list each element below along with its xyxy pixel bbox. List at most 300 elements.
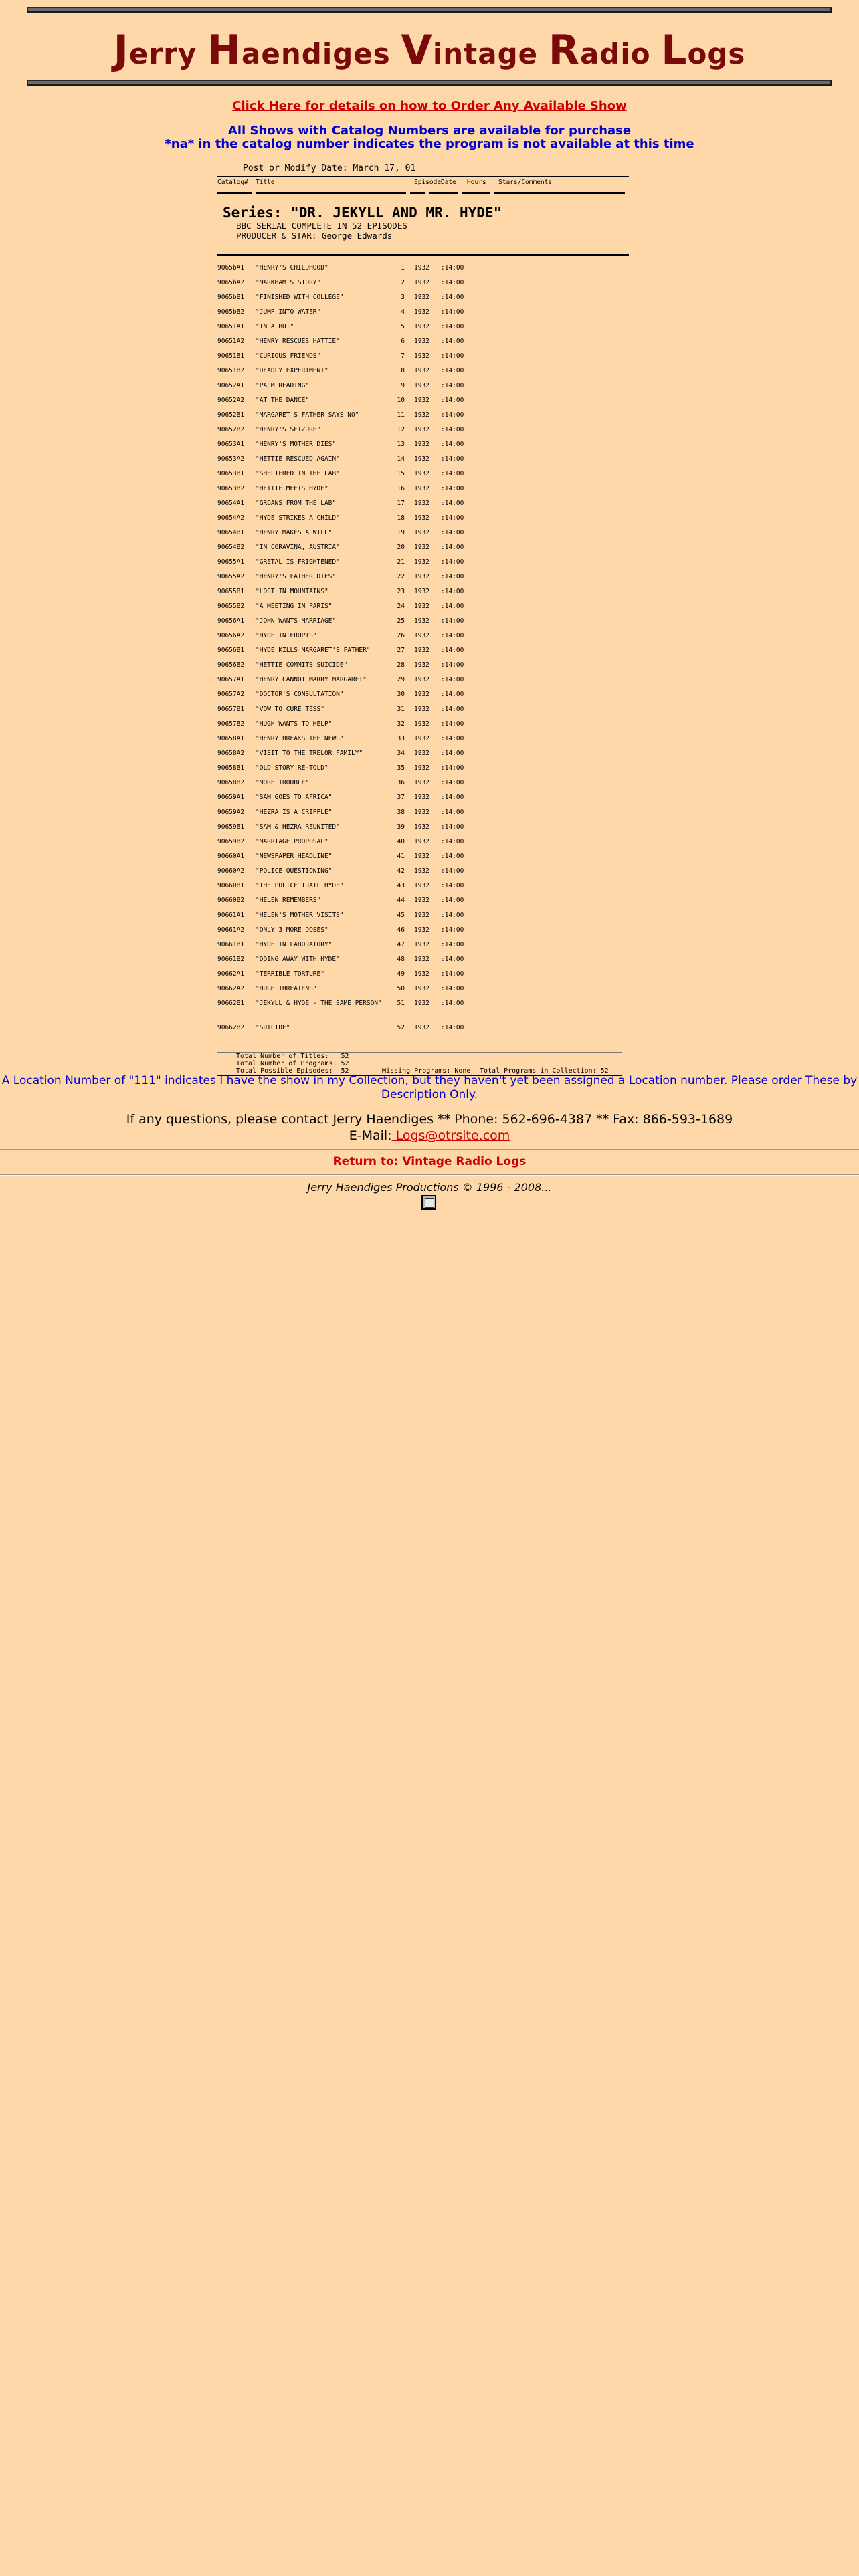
episode-number: 52 xyxy=(397,1024,405,1031)
episode-duration: :14:00 xyxy=(441,397,464,404)
episode-title: "JOHN WANTS MARRIAGE" xyxy=(256,617,337,625)
episode-row xyxy=(217,838,629,853)
episode-title: "DEADLY EXPERIMENT" xyxy=(256,367,328,374)
episode-date: 1932 xyxy=(414,338,430,345)
episode-title: "MARKHAM'S STORY" xyxy=(256,279,321,286)
episode-duration: :14:00 xyxy=(441,1024,464,1031)
episode-number: 3 xyxy=(401,294,405,301)
series-title: Series: "DR. JEKYLL AND MR. HYDE" xyxy=(223,205,502,221)
episode-row xyxy=(217,603,629,617)
episode-title: "HYDE INTERUPTS" xyxy=(256,632,317,639)
episode-duration: :14:00 xyxy=(441,367,464,374)
catalog-number: 90651B2 xyxy=(217,367,245,374)
episode-title: "NEWSPAPER HEADLINE" xyxy=(256,853,332,860)
catalog-number: 90662B1 xyxy=(217,1000,245,1007)
episode-title: "CURIOUS FRIENDS" xyxy=(256,352,321,360)
episode-date: 1932 xyxy=(414,617,430,625)
order-by-description-link[interactable]: Please order These by Description Only. xyxy=(381,1074,858,1101)
catalog-number: 90652B2 xyxy=(217,426,245,433)
column-underline xyxy=(217,192,629,194)
episode-number: 38 xyxy=(397,809,405,816)
contact-line: If any questions, please contact Jerry Haendiges ** Phone: 562-696-4387 ** Fax: 866-593-1689 xyxy=(126,1112,733,1127)
episode-number: 35 xyxy=(397,764,405,772)
episode-title: "LOST IN MOUNTAINS" xyxy=(256,588,328,595)
episode-date: 1932 xyxy=(414,882,430,889)
episode-duration: :14:00 xyxy=(441,529,464,536)
episode-row xyxy=(217,720,629,735)
order-link[interactable]: Click Here for details on how to Order Any Available Show xyxy=(232,99,627,113)
episode-duration: :14:00 xyxy=(441,661,464,669)
episode-title: "HUGH WANTS TO HELP" xyxy=(256,720,332,728)
episode-date: 1932 xyxy=(414,838,430,845)
catalog-number: 90660B1 xyxy=(217,882,245,889)
episode-row xyxy=(217,897,629,911)
episode-date: 1932 xyxy=(414,926,430,934)
catalog-number: 90661A2 xyxy=(217,926,245,934)
episode-title: "AT THE DANCE" xyxy=(256,397,310,404)
episode-row xyxy=(217,853,629,867)
episode-title: "HENRY BREAKS THE NEWS" xyxy=(256,735,344,742)
post-date: Post or Modify Date: March 17, 01 xyxy=(243,163,416,173)
episode-duration: :14:00 xyxy=(441,691,464,698)
episode-number: 11 xyxy=(397,411,405,419)
episode-number: 42 xyxy=(397,867,405,875)
episode-row xyxy=(217,706,629,720)
episode-duration: :14:00 xyxy=(441,588,464,595)
catalog-number: 90662A2 xyxy=(217,985,245,992)
episode-number: 8 xyxy=(401,367,405,374)
total-possible: Total Possible Episodes: 52 xyxy=(236,1067,349,1075)
catalog-number: 90654B1 xyxy=(217,529,245,536)
episode-number: 10 xyxy=(397,397,405,404)
episode-title: "TERRIBLE TORTURE" xyxy=(256,970,324,978)
episode-row xyxy=(217,426,629,441)
episode-duration: :14:00 xyxy=(441,632,464,639)
episode-title: "HEZRA IS A CRIPPLE" xyxy=(256,809,332,816)
episode-row xyxy=(217,882,629,897)
order-info xyxy=(0,99,859,113)
catalog-number: 90658A1 xyxy=(217,735,245,742)
episode-row xyxy=(217,661,629,676)
episode-number: 16 xyxy=(397,485,405,492)
episode-date: 1932 xyxy=(414,367,430,374)
episode-title: "HYDE KILLS MARGARET'S FATHER" xyxy=(256,647,371,654)
episode-duration: :14:00 xyxy=(441,750,464,757)
episode-date: 1932 xyxy=(414,323,430,330)
copyright: Jerry Haendiges Productions © 1996 - 2008... xyxy=(307,1181,552,1194)
col-hours: Hours xyxy=(467,179,486,186)
episode-title: "VISIT TO THE TRELOR FAMILY" xyxy=(256,750,363,757)
episode-row xyxy=(217,956,629,970)
episode-date: 1932 xyxy=(414,632,430,639)
episode-row xyxy=(217,294,629,308)
title-word: Radio xyxy=(548,27,651,74)
episode-row xyxy=(217,485,629,500)
episode-duration: :14:00 xyxy=(441,323,464,330)
episode-number: 29 xyxy=(397,676,405,683)
episode-number: 37 xyxy=(397,794,405,801)
episode-date: 1932 xyxy=(414,691,430,698)
episode-date: 1932 xyxy=(414,794,430,801)
episode-title: "JUMP INTO WATER" xyxy=(256,308,321,316)
episode-number: 5 xyxy=(401,323,405,330)
episode-duration: :14:00 xyxy=(441,911,464,919)
header-rule xyxy=(217,175,629,177)
episode-row xyxy=(217,809,629,823)
episode-row xyxy=(217,867,629,882)
catalog-number: 90657A1 xyxy=(217,676,245,683)
episode-row xyxy=(217,264,629,279)
catalog-number: 90656A1 xyxy=(217,617,245,625)
episode-row xyxy=(217,1000,629,1024)
episode-duration: :14:00 xyxy=(441,441,464,448)
episode-number: 6 xyxy=(401,338,405,345)
episode-date: 1932 xyxy=(414,956,430,963)
episode-date: 1932 xyxy=(414,470,430,477)
episode-number: 49 xyxy=(397,970,405,978)
episode-duration: :14:00 xyxy=(441,735,464,742)
episode-number: 4 xyxy=(401,308,405,316)
episode-number: 36 xyxy=(397,779,405,786)
episode-date: 1932 xyxy=(414,661,430,669)
episode-title: "VOW TO CURE TESS" xyxy=(256,706,324,713)
episode-title: "HYDE STRIKES A CHILD" xyxy=(256,514,340,522)
catalog-number: 90661A1 xyxy=(217,911,245,919)
episode-duration: :14:00 xyxy=(441,544,464,551)
episode-date: 1932 xyxy=(414,809,430,816)
catalog-number: 90655A1 xyxy=(217,558,245,566)
episode-number: 17 xyxy=(397,500,405,507)
episode-row xyxy=(217,544,629,558)
episode-date: 1932 xyxy=(414,897,430,904)
footer-divider-2 xyxy=(0,1174,859,1176)
catalog-number: 90657B1 xyxy=(217,706,245,713)
episode-date: 1932 xyxy=(414,779,430,786)
episode-row xyxy=(217,411,629,426)
catalog-number: 90658B2 xyxy=(217,779,245,786)
episode-number: 19 xyxy=(397,529,405,536)
episode-date: 1932 xyxy=(414,558,430,566)
episode-number: 34 xyxy=(397,750,405,757)
episode-date: 1932 xyxy=(414,764,430,772)
episode-number: 25 xyxy=(397,617,405,625)
episode-title: "GRETAL IS FRIGHTENED" xyxy=(256,558,340,566)
episode-number: 32 xyxy=(397,720,405,728)
episode-title: "DOCTOR'S CONSULTATION" xyxy=(256,691,344,698)
episode-duration: :14:00 xyxy=(441,794,464,801)
catalog-number: 90659B1 xyxy=(217,823,245,831)
episode-row xyxy=(217,382,629,397)
episode-title: "HETTIE COMMITS SUICIDE" xyxy=(256,661,348,669)
episode-row xyxy=(217,970,629,985)
episode-number: 27 xyxy=(397,647,405,654)
episode-title: "POLICE QUESTIONING" xyxy=(256,867,332,875)
episode-title: "PALM READING" xyxy=(256,382,310,389)
episode-date: 1932 xyxy=(414,985,430,992)
episode-date: 1932 xyxy=(414,1000,430,1007)
episode-duration: :14:00 xyxy=(441,970,464,978)
catalog-number: 90654A1 xyxy=(217,500,245,507)
episode-title: "HELEN REMEMBERS" xyxy=(256,897,321,904)
episode-date: 1932 xyxy=(414,720,430,728)
episode-title: "OLD STORY RE-TOLD" xyxy=(256,764,328,772)
catalog-number: 9065bA1 xyxy=(217,264,245,272)
total-programs: Total Number of Programs: 52 xyxy=(236,1060,349,1067)
catalog-number: 90661B2 xyxy=(217,956,245,963)
total-in-collection: Total Programs in Collection: 52 xyxy=(480,1067,609,1075)
title-word: Vintage xyxy=(401,27,539,74)
episode-duration: :14:00 xyxy=(441,338,464,345)
catalog-number: 90660B2 xyxy=(217,897,245,904)
episode-duration: :14:00 xyxy=(441,867,464,875)
contact-info xyxy=(0,1111,859,1144)
catalog-number: 90652B1 xyxy=(217,411,245,419)
episode-date: 1932 xyxy=(414,911,430,919)
episode-duration: :14:00 xyxy=(441,985,464,992)
episode-duration: :14:00 xyxy=(441,956,464,963)
episode-title: "MARGARET'S FATHER SAYS NO" xyxy=(256,411,359,419)
catalog-number: 90662B2 xyxy=(217,1024,245,1031)
episode-title: "IN A HUT" xyxy=(256,323,294,330)
episode-duration: :14:00 xyxy=(441,823,464,831)
episode-number: 46 xyxy=(397,926,405,934)
catalog-number: 90653A1 xyxy=(217,441,245,448)
episode-duration: :14:00 xyxy=(441,573,464,580)
episode-date: 1932 xyxy=(414,352,430,360)
title-word: Jerry xyxy=(113,27,197,74)
episode-number: 30 xyxy=(397,691,405,698)
episode-row xyxy=(217,676,629,691)
episode-date: 1932 xyxy=(414,308,430,316)
episode-title: "ONLY 3 MORE DOSES" xyxy=(256,926,328,934)
episode-row xyxy=(217,823,629,838)
episode-date: 1932 xyxy=(414,279,430,286)
episode-row xyxy=(217,647,629,661)
catalog-number: 9065bB2 xyxy=(217,308,245,316)
episode-duration: :14:00 xyxy=(441,514,464,522)
episode-duration: :14:00 xyxy=(441,809,464,816)
episode-duration: :14:00 xyxy=(441,853,464,860)
episode-row xyxy=(217,367,629,382)
episode-row xyxy=(217,338,629,352)
episode-duration: :14:00 xyxy=(441,411,464,419)
title-word: Logs xyxy=(661,27,746,74)
episode-row xyxy=(217,926,629,941)
episode-row xyxy=(217,573,629,588)
episode-number: 18 xyxy=(397,514,405,522)
episode-list xyxy=(217,264,629,1039)
episode-title: "HENRY'S CHILDHOOD" xyxy=(256,264,328,272)
episode-title: "SAM GOES TO AFRICA" xyxy=(256,794,332,801)
total-titles: Total Number of Titles: 52 xyxy=(236,1053,349,1060)
episode-date: 1932 xyxy=(414,441,430,448)
episode-duration: :14:00 xyxy=(441,779,464,786)
episode-duration: :14:00 xyxy=(441,882,464,889)
episode-title: "SAM & HEZRA REUNITED" xyxy=(256,823,340,831)
catalog-number: 90656B2 xyxy=(217,661,245,669)
episode-number: 48 xyxy=(397,956,405,963)
episode-title: "HENRY RESCUES HATTIE" xyxy=(256,338,340,345)
catalog-number: 90654B2 xyxy=(217,544,245,551)
catalog-number: 90662A1 xyxy=(217,970,245,978)
location-note-text: A Location Number of "111" indicates I have the show in my Collection, but they haven't yet been assigned a Location number. xyxy=(1,1074,728,1087)
episode-duration: :14:00 xyxy=(441,647,464,654)
episode-number: 26 xyxy=(397,632,405,639)
episode-row xyxy=(217,441,629,455)
episode-number: 23 xyxy=(397,588,405,595)
episode-row xyxy=(217,514,629,529)
episode-row xyxy=(217,352,629,367)
episode-duration: :14:00 xyxy=(441,279,464,286)
catalog-number: 9065bB1 xyxy=(217,294,245,301)
catalog-number: 90656B1 xyxy=(217,647,245,654)
episode-date: 1932 xyxy=(414,970,430,978)
episode-number: 51 xyxy=(397,1000,405,1007)
email-link[interactable]: Logs@otrsite.com xyxy=(391,1128,510,1143)
episode-date: 1932 xyxy=(414,941,430,948)
episode-date: 1932 xyxy=(414,426,430,433)
episode-number: 20 xyxy=(397,544,405,551)
episode-row xyxy=(217,985,629,1000)
episode-number: 15 xyxy=(397,470,405,477)
catalog-number: 90653A2 xyxy=(217,455,245,463)
episode-number: 40 xyxy=(397,838,405,845)
episode-row xyxy=(217,941,629,956)
episode-date: 1932 xyxy=(414,735,430,742)
broken-image-icon[interactable] xyxy=(421,1195,436,1210)
episode-number: 44 xyxy=(397,897,405,904)
episode-number: 43 xyxy=(397,882,405,889)
episode-title: "HENRY'S MOTHER DIES" xyxy=(256,441,337,448)
episode-row xyxy=(217,529,629,544)
series-rule xyxy=(217,254,629,256)
episode-title: "A MEETING IN PARIS" xyxy=(256,603,332,610)
missing-programs: Missing Programs: None xyxy=(382,1067,471,1075)
return-link[interactable]: Return to: Vintage Radio Logs xyxy=(332,1155,527,1168)
catalog-number: 90659B2 xyxy=(217,838,245,845)
episode-title: "IN CORAVINA, AUSTRIA" xyxy=(256,544,340,551)
column-headers xyxy=(217,179,629,186)
episode-number: 12 xyxy=(397,426,405,433)
top-divider xyxy=(27,7,832,13)
episode-row xyxy=(217,558,629,573)
episode-number: 14 xyxy=(397,455,405,463)
episode-date: 1932 xyxy=(414,382,430,389)
episode-duration: :14:00 xyxy=(441,455,464,463)
catalog-number: 90659A2 xyxy=(217,809,245,816)
catalog-number: 90658B1 xyxy=(217,764,245,772)
episode-date: 1932 xyxy=(414,485,430,492)
col-date: Date xyxy=(441,179,456,186)
col-title: Title xyxy=(256,179,275,186)
series-producer: PRODUCER & STAR: George Edwards xyxy=(236,231,393,241)
location-note xyxy=(0,1074,859,1102)
episode-number: 41 xyxy=(397,853,405,860)
episode-row xyxy=(217,1024,629,1039)
catalog-number: 90656A2 xyxy=(217,632,245,639)
episode-date: 1932 xyxy=(414,294,430,301)
episode-title: "HUGH THREATENS" xyxy=(256,985,317,992)
episode-row xyxy=(217,794,629,809)
episode-duration: :14:00 xyxy=(441,558,464,566)
episode-row xyxy=(217,455,629,470)
episode-date: 1932 xyxy=(414,529,430,536)
episode-duration: :14:00 xyxy=(441,838,464,845)
episode-duration: :14:00 xyxy=(441,603,464,610)
episode-duration: :14:00 xyxy=(441,382,464,389)
series-description: BBC SERIAL COMPLETE IN 52 EPISODES xyxy=(236,221,407,231)
episode-duration: :14:00 xyxy=(441,706,464,713)
episode-duration: :14:00 xyxy=(441,617,464,625)
footer-divider-1 xyxy=(0,1149,859,1150)
episode-date: 1932 xyxy=(414,647,430,654)
episode-date: 1932 xyxy=(414,397,430,404)
episode-number: 21 xyxy=(397,558,405,566)
episode-number: 31 xyxy=(397,706,405,713)
catalog-number: 90657B2 xyxy=(217,720,245,728)
episode-duration: :14:00 xyxy=(441,426,464,433)
episode-title: "MARRIAGE PROPOSAL" xyxy=(256,838,328,845)
episode-number: 33 xyxy=(397,735,405,742)
catalog-number: 90652A1 xyxy=(217,382,245,389)
episode-row xyxy=(217,735,629,750)
episode-duration: :14:00 xyxy=(441,941,464,948)
episode-title: "THE POLICE TRAIL HYDE" xyxy=(256,882,344,889)
col-episode: Episode xyxy=(414,179,442,186)
episode-number: 45 xyxy=(397,911,405,919)
episode-number: 2 xyxy=(401,279,405,286)
episode-title: "HENRY'S FATHER DIES" xyxy=(256,573,337,580)
episode-row xyxy=(217,632,629,647)
episode-duration: :14:00 xyxy=(441,764,464,772)
episode-title: "SHELTERED IN THE LAB" xyxy=(256,470,340,477)
episode-row xyxy=(217,911,629,926)
episode-row xyxy=(217,308,629,323)
catalog-number: 90658A2 xyxy=(217,750,245,757)
radio-log xyxy=(217,160,629,1077)
episode-title: "HENRY MAKES A WILL" xyxy=(256,529,332,536)
episode-duration: :14:00 xyxy=(441,500,464,507)
catalog-number: 90657A2 xyxy=(217,691,245,698)
episode-duration: :14:00 xyxy=(441,485,464,492)
catalog-number: 90660A2 xyxy=(217,867,245,875)
episode-date: 1932 xyxy=(414,706,430,713)
episode-duration: :14:00 xyxy=(441,897,464,904)
episode-title: "DOING AWAY WITH HYDE" xyxy=(256,956,340,963)
catalog-number: 90651A1 xyxy=(217,323,245,330)
episode-title: "SUICIDE" xyxy=(256,1024,290,1031)
episode-date: 1932 xyxy=(414,455,430,463)
episode-title: "JEKYLL & HYDE - THE SAME PERSON" xyxy=(256,1000,382,1007)
episode-row xyxy=(217,470,629,485)
episode-duration: :14:00 xyxy=(441,720,464,728)
episode-date: 1932 xyxy=(414,500,430,507)
col-catalog: Catalog# xyxy=(217,179,248,186)
episode-number: 9 xyxy=(401,382,405,389)
episode-date: 1932 xyxy=(414,588,430,595)
catalog-number: 90651B1 xyxy=(217,352,245,360)
catalog-number: 90661B1 xyxy=(217,941,245,948)
catalog-number: 90655B1 xyxy=(217,588,245,595)
return-block xyxy=(0,1155,859,1168)
episode-duration: :14:00 xyxy=(441,352,464,360)
episode-row xyxy=(217,750,629,764)
title-word: Haendiges xyxy=(207,27,391,74)
episode-row xyxy=(217,323,629,338)
episode-title: "HENRY'S SEIZURE" xyxy=(256,426,321,433)
episode-number: 28 xyxy=(397,661,405,669)
episode-title: "HETTIE MEETS HYDE" xyxy=(256,485,328,492)
